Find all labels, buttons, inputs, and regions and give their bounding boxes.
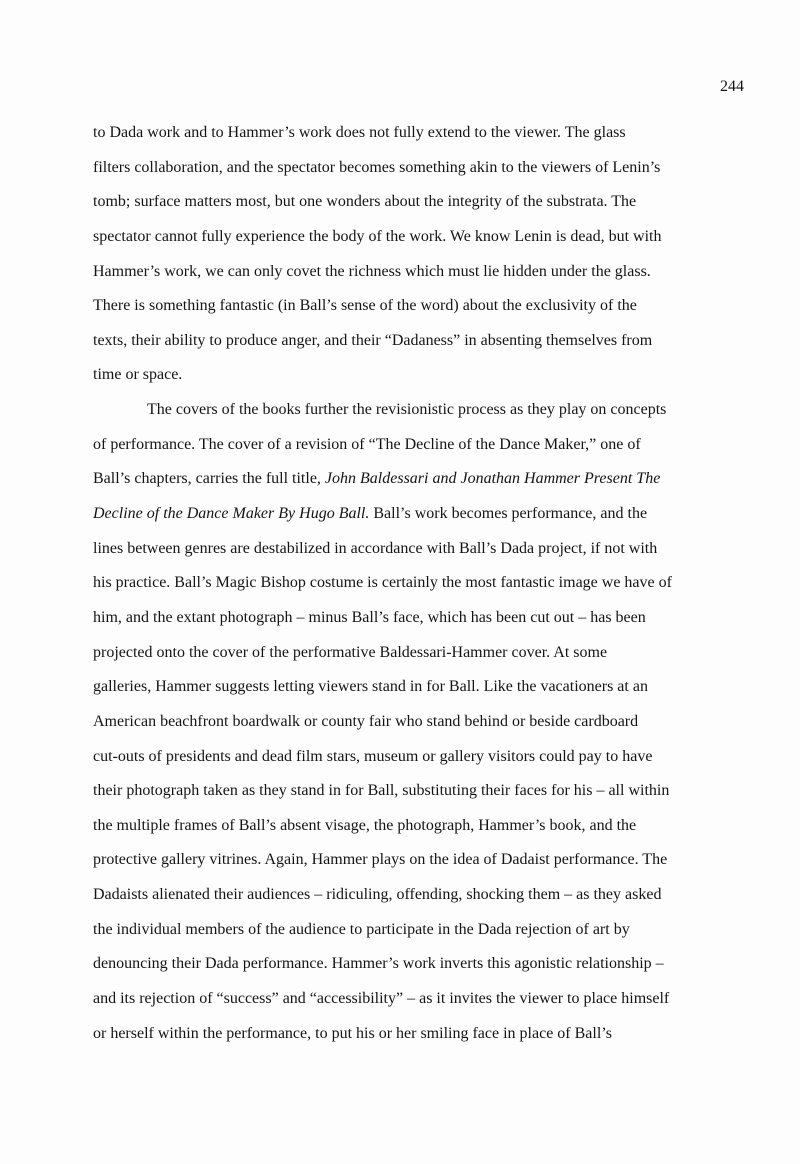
italic-title-span: Decline of the Dance Maker By Hugo Ball. [93,505,370,523]
text-span: galleries, Hammer suggests letting viewers stand in for Ball. Like the vacationers at an [93,678,648,696]
text-line [93,228,748,263]
text-line [93,505,748,540]
italic-title-span: John Baldessari and Jonathan Hammer Present The [324,470,661,488]
text-line [93,124,748,159]
text-line [93,817,748,852]
text-span: his practice. Ball’s Magic Bishop costume is certainly the most fantastic image we have of [93,574,672,592]
text-span: Hammer’s work, we can only covet the richness which must lie hidden under the glass. [93,262,651,280]
text-span: Ball’s work becomes performance, and the [369,505,648,523]
text-line [93,263,748,298]
text-span: cut-outs of presidents and dead film stars, museum or gallery visitors could pay to have [93,747,653,765]
text-span: texts, their ability to produce anger, and their “Dadaness” in absenting themselves from [93,331,653,349]
text-span: their photograph taken as they stand in for Ball, substituting their faces for his – all within [93,782,670,800]
text-span: of performance. The cover of a revision of “The Decline of the Dance Maker,” one of [93,435,641,453]
text-span: or herself within the performance, to put his or her smiling face in place of Ball’s [93,1024,612,1042]
text-line [93,436,748,471]
text-span: lines between genres are destabilized in accordance with Ball’s Dada project, if not with [93,539,658,557]
text-line [93,297,748,332]
text-line [93,782,748,817]
text-line [93,1025,748,1060]
text-span: filters collaboration, and the spectator becomes something akin to the viewers of Lenin’s [93,158,661,176]
text-line [93,332,748,367]
text-span: projected onto the cover of the performative Baldessari-Hammer cover. At some [93,643,608,661]
text-line [93,713,748,748]
text-line [93,886,748,921]
text-line [93,851,748,886]
text-line [93,678,748,713]
text-span: the individual members of the audience to participate in the Dada rejection of art by [93,920,630,938]
text-line [93,644,748,679]
text-line [93,540,748,575]
text-line [93,748,748,783]
text-line [93,955,748,990]
text-span: the multiple frames of Ball’s absent visage, the photograph, Hammer’s book, and the [93,816,637,834]
text-line [93,990,748,1025]
text-span: protective gallery vitrines. Again, Hammer plays on the idea of Dadaist performance. The [93,851,668,869]
text-span: time or space. [93,366,183,384]
text-line [93,921,748,956]
text-span: The covers of the books further the revisionistic process as they play on concepts [147,401,667,419]
text-span: American beachfront boardwalk or county fair who stand behind or beside cardboard [93,712,639,730]
text-line [93,574,748,609]
text-span: There is something fantastic (in Ball’s sense of the word) about the exclusivity of the [93,297,637,315]
text-span: Ball’s chapters, carries the full title, [93,470,325,488]
text-span: Dadaists alienated their audiences – ridiculing, offending, shocking them – as they asked [93,886,662,904]
text-span: to Dada work and to Hammer’s work does not fully extend to the viewer. The glass [93,124,626,141]
text-span: him, and the extant photograph – minus Ball’s face, which has been cut out – has been [93,608,646,626]
text-span: and its rejection of “success” and “accessibility” – as it invites the viewer to place himself [93,990,670,1008]
text-span: tomb; surface matters most, but one wonders about the integrity of the substrata. The [93,193,637,211]
body-text [93,124,748,1059]
text-line [93,366,748,401]
text-span: denouncing their Dada performance. Hammer’s work inverts this agonistic relationship – [93,955,664,973]
paragraph-first-line [93,401,748,436]
text-line [93,193,748,228]
text-line [93,470,748,505]
page-number: 244 [720,78,744,95]
text-line [93,159,748,194]
text-span: spectator cannot fully experience the body of the work. We know Lenin is dead, but with [93,227,662,245]
text-line [93,609,748,644]
